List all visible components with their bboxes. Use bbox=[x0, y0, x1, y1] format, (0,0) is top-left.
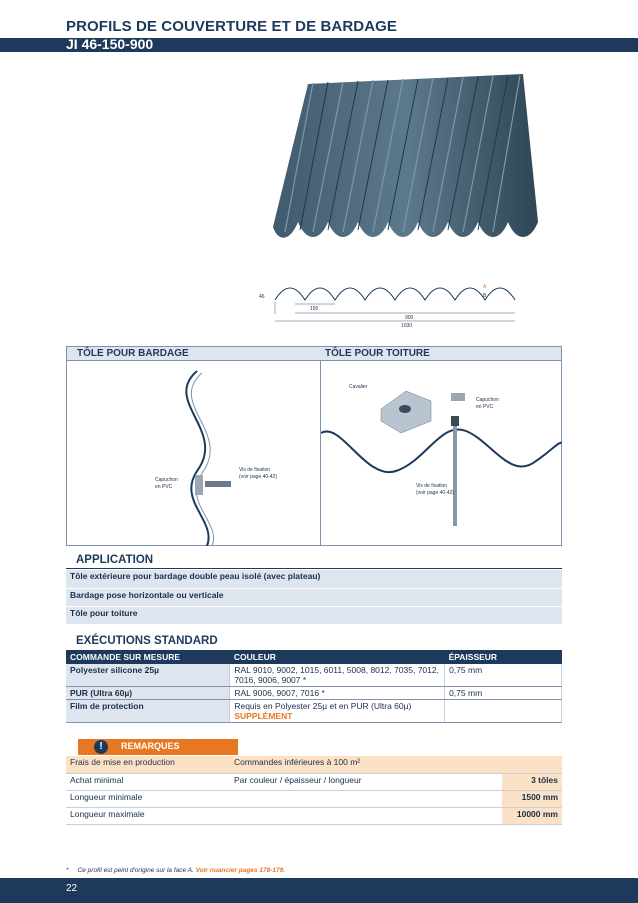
application-row: Tôle extérieure pour bardage double peau isolé (avec plateau) bbox=[66, 570, 562, 588]
dim-total-width: 1030 bbox=[401, 323, 413, 329]
footnote-text: Ce profil est peint d'origine sur la face A. bbox=[77, 867, 194, 874]
cell-value: Commandes inférieures à 100 m² bbox=[230, 756, 502, 773]
cell-epaisseur bbox=[445, 700, 562, 723]
cell-couleur: RAL 9006, 9007, 7016 * bbox=[230, 687, 445, 700]
executions-title: EXÉCUTIONS STANDARD bbox=[76, 635, 218, 647]
cell-amount: 10000 mm bbox=[502, 807, 562, 824]
bardage-title: TÔLE POUR BARDAGE bbox=[77, 348, 189, 359]
bardage-vis-label: Vis de fixation bbox=[239, 467, 271, 473]
cell-commande: Polyester silicone 25µ bbox=[66, 664, 230, 687]
bardage-capuchon-label2: en PVC bbox=[155, 484, 173, 490]
col-header-couleur: COULEUR bbox=[230, 650, 445, 664]
table-row bbox=[66, 773, 562, 790]
dim-pitch: 150 bbox=[310, 306, 319, 312]
toiture-vis-label2: (voir page 40-42) bbox=[416, 490, 455, 496]
toiture-capuchon-label2: en PVC bbox=[476, 404, 494, 410]
cell-amount: 1500 mm bbox=[502, 790, 562, 807]
cell-label: Longueur maximale bbox=[66, 807, 230, 824]
cell-couleur: RAL 9010, 9002, 1015, 6011, 5008, 8012, 7035, 7012, 7016, 9006, 9007 * bbox=[230, 664, 445, 687]
remarques-tag bbox=[78, 739, 238, 755]
application-row: Bardage pose horizontale ou verticale bbox=[66, 588, 562, 606]
bardage-diagram bbox=[67, 361, 320, 546]
table-row bbox=[66, 664, 562, 687]
page-title: PROFILS DE COUVERTURE ET DE BARDAGE bbox=[66, 18, 398, 35]
fixing-panel bbox=[66, 346, 562, 546]
dim-height: 46 bbox=[259, 294, 265, 300]
table-row bbox=[66, 700, 562, 723]
table-row bbox=[66, 588, 562, 606]
table-row bbox=[66, 687, 562, 700]
corrugated-sheet-image bbox=[268, 72, 548, 272]
col-header-commande: COMMANDE SUR MESURE bbox=[66, 650, 230, 664]
toiture-capuchon-label: Capuchon bbox=[476, 397, 499, 403]
table-row bbox=[66, 807, 562, 824]
cell-commande: Film de protection bbox=[66, 700, 230, 723]
cell-epaisseur: 0,75 mm bbox=[445, 687, 562, 700]
cell-value: Par couleur / épaisseur / longueur bbox=[230, 773, 502, 790]
supplement-tag: SUPPLÉMENT bbox=[234, 711, 293, 721]
product-code: JI 46-150-900 bbox=[66, 36, 154, 52]
table-row bbox=[66, 570, 562, 588]
cell-label: Longueur minimale bbox=[66, 790, 230, 807]
footer-bar bbox=[0, 878, 638, 903]
table-row bbox=[66, 606, 562, 624]
cell-epaisseur: 0,75 mm bbox=[445, 664, 562, 687]
cell-commande: PUR (Ultra 60µ) bbox=[66, 687, 230, 700]
table-row bbox=[66, 790, 562, 807]
couleur-text: Requis en Polyester 25µ et en PUR (Ultra 60µ) bbox=[234, 701, 412, 711]
toiture-diagram bbox=[321, 361, 562, 546]
cell-label: Achat minimal bbox=[66, 773, 230, 790]
footnote-link[interactable]: Voir nuancier pages 178-179. bbox=[195, 867, 285, 874]
face-a-marker: A bbox=[483, 284, 487, 290]
toiture-title: TÔLE POUR TOITURE bbox=[325, 348, 430, 359]
executions-table bbox=[66, 650, 562, 723]
cell-value bbox=[230, 790, 502, 807]
table-header-row bbox=[66, 650, 562, 664]
bardage-vis-label2: (voir page 40-42) bbox=[239, 474, 278, 480]
cell-amount: 3 tôles bbox=[502, 773, 562, 790]
remarques-title: REMARQUES bbox=[121, 741, 180, 751]
panel-header bbox=[67, 347, 561, 361]
table-row bbox=[66, 756, 562, 773]
cell-amount bbox=[502, 756, 562, 773]
cell-label: Frais de mise en production bbox=[66, 756, 230, 773]
profile-section-diagram bbox=[255, 284, 525, 332]
warning-icon: ! bbox=[94, 740, 108, 754]
toiture-vis-label: Vis de fixation bbox=[416, 483, 448, 489]
cell-value bbox=[230, 807, 502, 824]
dim-useful-width: 900 bbox=[405, 315, 414, 321]
toiture-cavalier-label: Cavalier bbox=[349, 384, 368, 390]
bardage-capuchon-label: Capuchon bbox=[155, 477, 178, 483]
application-title: APPLICATION bbox=[76, 554, 154, 566]
footnote bbox=[66, 867, 285, 874]
page-number: 22 bbox=[66, 883, 78, 894]
remarques-table bbox=[66, 756, 562, 825]
cell-couleur bbox=[230, 700, 445, 723]
face-b-marker: B bbox=[483, 293, 487, 299]
application-table bbox=[66, 570, 562, 625]
application-line bbox=[66, 568, 562, 569]
col-header-epaisseur: ÉPAISSEUR bbox=[445, 650, 562, 664]
footnote-star: * bbox=[66, 867, 69, 874]
application-row: Tôle pour toiture bbox=[66, 606, 562, 624]
